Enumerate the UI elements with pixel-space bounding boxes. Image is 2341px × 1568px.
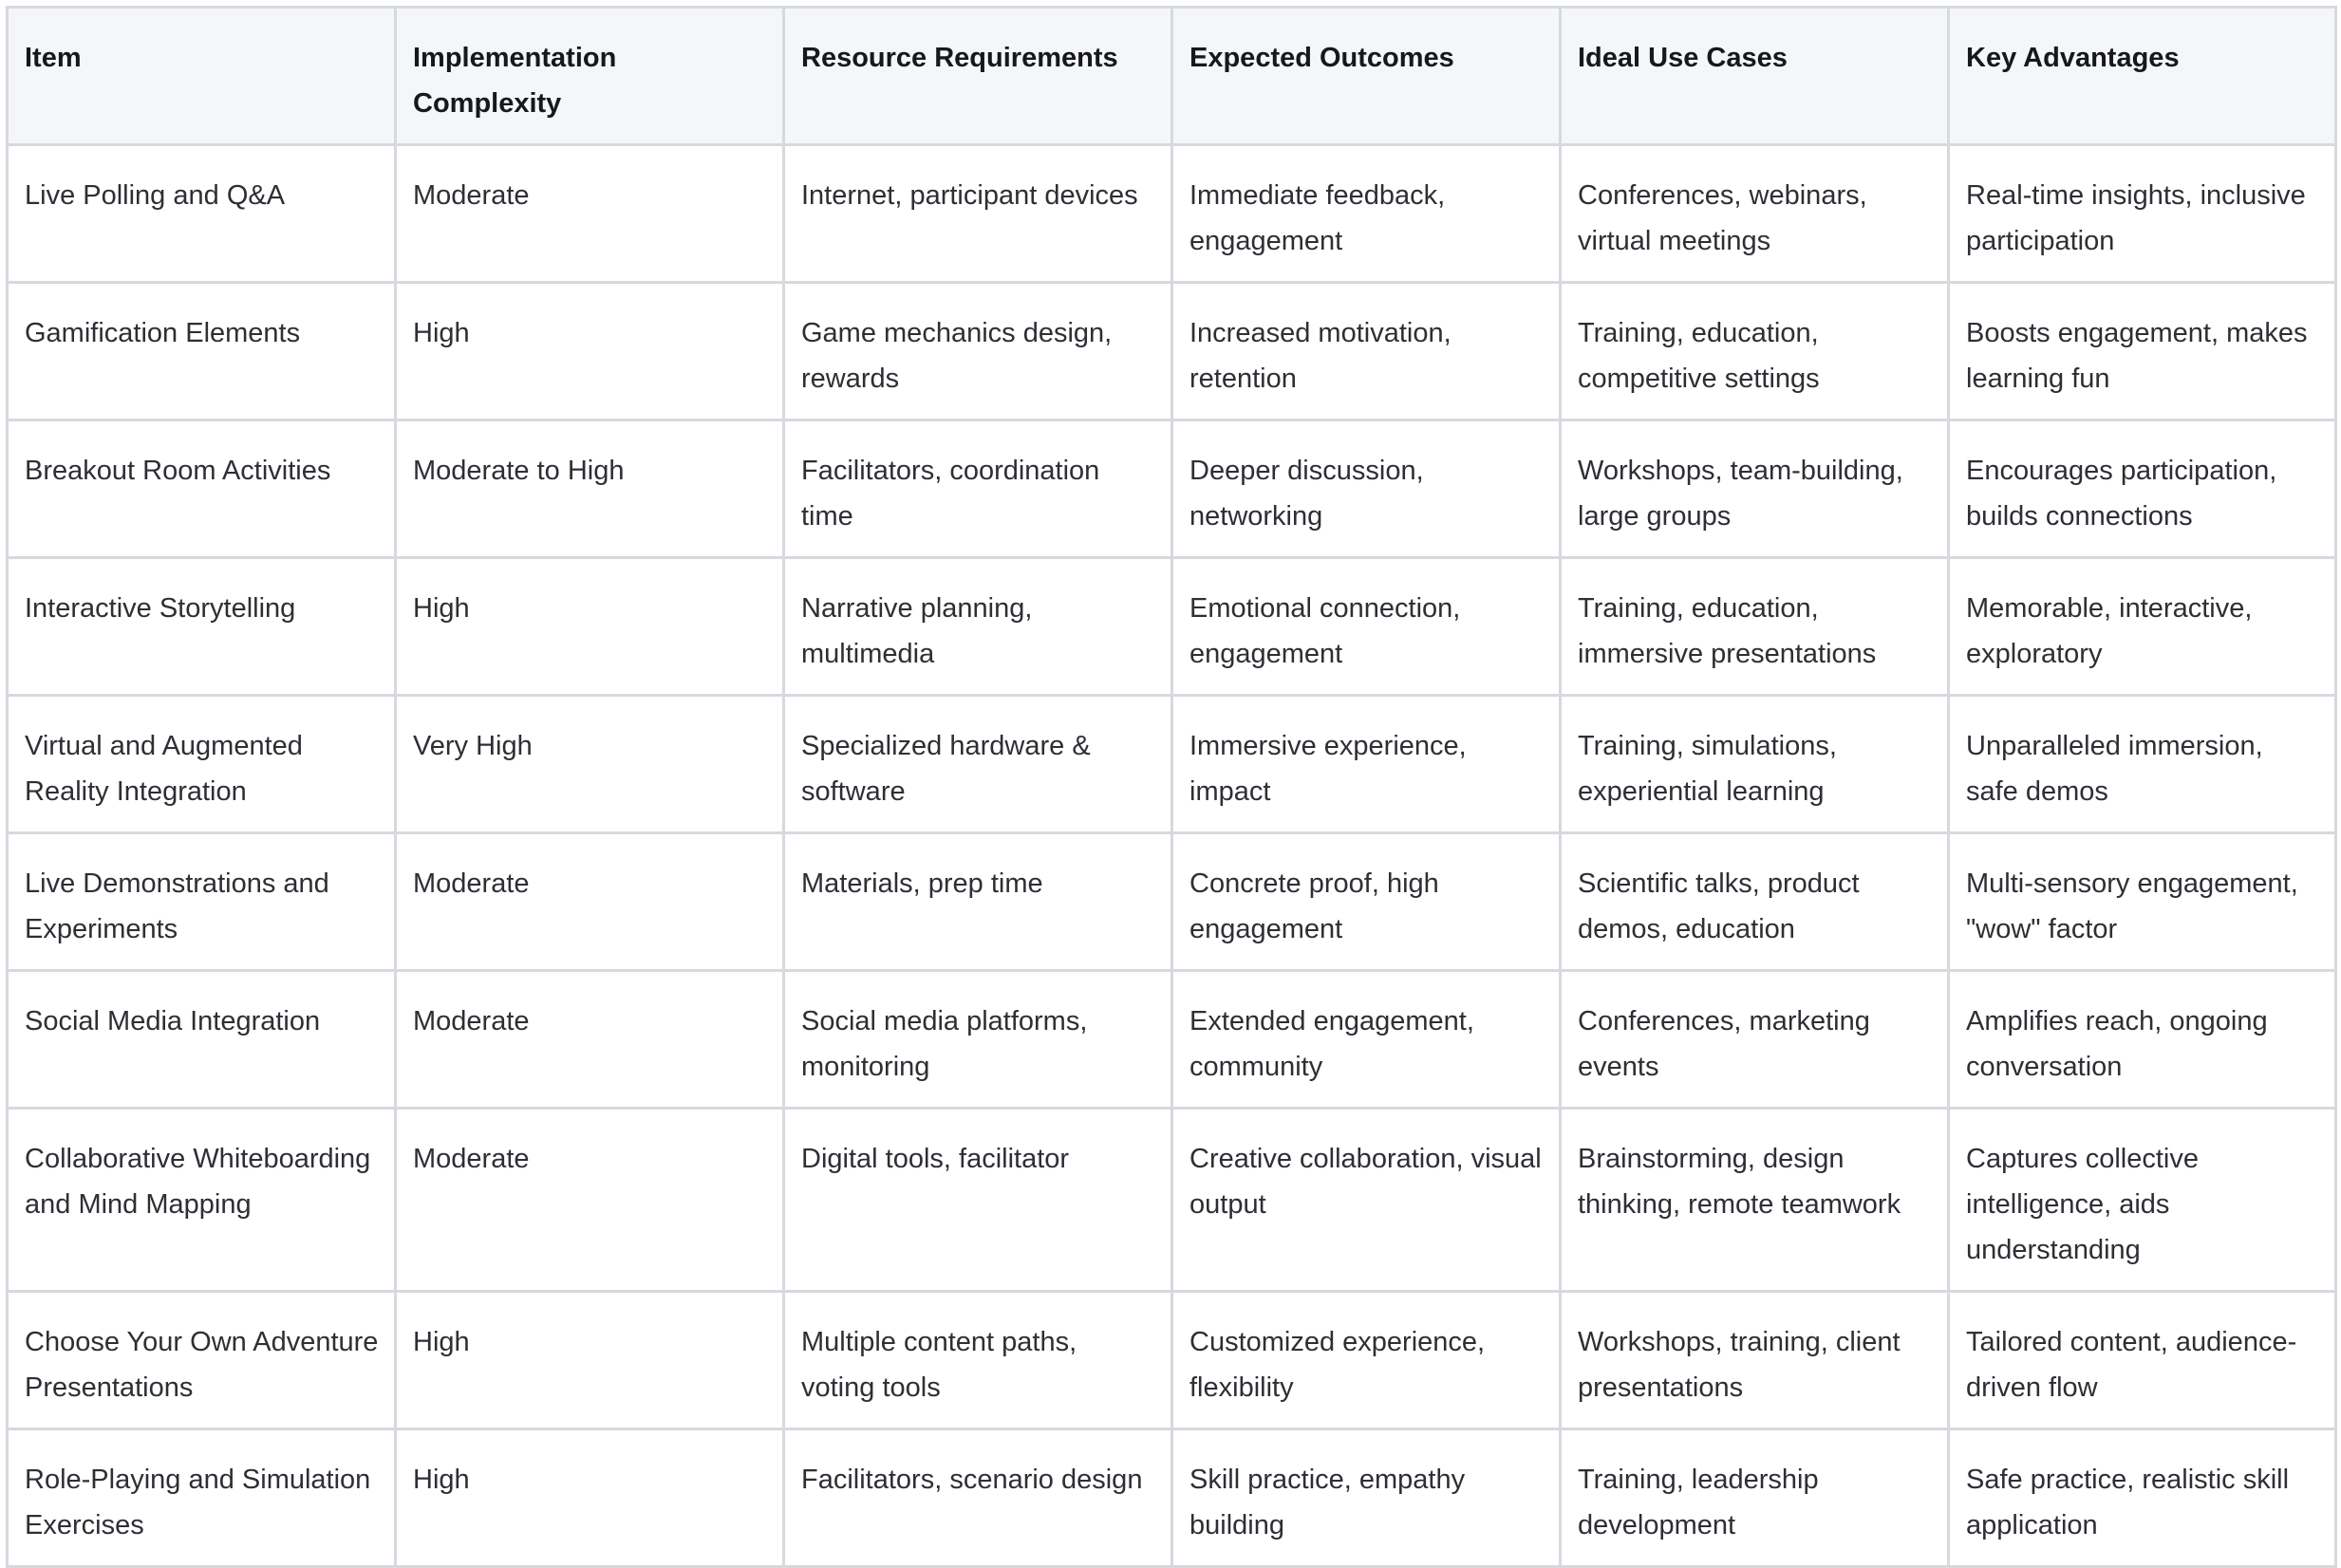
table-cell-advantages: Amplifies reach, ongoing conversation	[1949, 971, 2336, 1109]
table-row	[8, 283, 2336, 420]
table-cell-complexity: High	[396, 1292, 784, 1429]
table-cell-complexity: High	[396, 558, 784, 696]
header-item: Item	[8, 8, 396, 145]
table-cell-use-cases: Training, education, competitive settings	[1561, 283, 1949, 420]
table-cell-use-cases: Workshops, training, client presentations	[1561, 1292, 1949, 1429]
table-cell-item: Choose Your Own Adventure Presentations	[8, 1292, 396, 1429]
table-cell-complexity: High	[396, 283, 784, 420]
table-cell-use-cases: Scientific talks, product demos, education	[1561, 833, 1949, 971]
header-expected-outcomes: Expected Outcomes	[1172, 8, 1561, 145]
table-cell-resources: Game mechanics design, rewards	[784, 283, 1172, 420]
table-cell-complexity: Moderate to High	[396, 420, 784, 558]
table-cell-item: Gamification Elements	[8, 283, 396, 420]
table-cell-outcomes: Increased motivation, retention	[1172, 283, 1561, 420]
table-cell-advantages: Encourages participation, builds connections	[1949, 420, 2336, 558]
header-resource-requirements: Resource Requirements	[784, 8, 1172, 145]
table-cell-resources: Facilitators, scenario design	[784, 1429, 1172, 1567]
table-cell-complexity: Moderate	[396, 833, 784, 971]
table-cell-item: Virtual and Augmented Reality Integration	[8, 696, 396, 833]
table-cell-outcomes: Skill practice, empathy building	[1172, 1429, 1561, 1567]
table-row	[8, 1429, 2336, 1567]
table-cell-item: Breakout Room Activities	[8, 420, 396, 558]
table-cell-advantages: Boosts engagement, makes learning fun	[1949, 283, 2336, 420]
table-cell-resources: Internet, participant devices	[784, 145, 1172, 283]
table-row	[8, 145, 2336, 283]
table-cell-advantages: Captures collective intelligence, aids understanding	[1949, 1109, 2336, 1292]
table-cell-use-cases: Conferences, marketing events	[1561, 971, 1949, 1109]
table-cell-advantages: Memorable, interactive, exploratory	[1949, 558, 2336, 696]
table-row	[8, 1292, 2336, 1429]
table-cell-advantages: Tailored content, audience-driven flow	[1949, 1292, 2336, 1429]
table-cell-resources: Multiple content paths, voting tools	[784, 1292, 1172, 1429]
table-cell-complexity: Moderate	[396, 971, 784, 1109]
table-cell-complexity: High	[396, 1429, 784, 1567]
table-cell-outcomes: Emotional connection, engagement	[1172, 558, 1561, 696]
comparison-table	[6, 6, 2337, 1568]
table-cell-complexity: Moderate	[396, 1109, 784, 1292]
table-row	[8, 833, 2336, 971]
table-cell-use-cases: Brainstorming, design thinking, remote teamwork	[1561, 1109, 1949, 1292]
header-ideal-use-cases: Ideal Use Cases	[1561, 8, 1949, 145]
table-cell-outcomes: Deeper discussion, networking	[1172, 420, 1561, 558]
table-cell-item: Collaborative Whiteboarding and Mind Mapping	[8, 1109, 396, 1292]
header-implementation-complexity: Implementation Complexity	[396, 8, 784, 145]
table-cell-resources: Digital tools, facilitator	[784, 1109, 1172, 1292]
table-cell-complexity: Very High	[396, 696, 784, 833]
table-cell-advantages: Real-time insights, inclusive participation	[1949, 145, 2336, 283]
table-cell-outcomes: Extended engagement, community	[1172, 971, 1561, 1109]
table-header-row	[8, 8, 2336, 145]
table-cell-outcomes: Immersive experience, impact	[1172, 696, 1561, 833]
table-cell-resources: Narrative planning, multimedia	[784, 558, 1172, 696]
table-cell-use-cases: Training, education, immersive presentations	[1561, 558, 1949, 696]
table-cell-use-cases: Training, simulations, experiential learning	[1561, 696, 1949, 833]
table-cell-resources: Specialized hardware & software	[784, 696, 1172, 833]
table-cell-item: Role-Playing and Simulation Exercises	[8, 1429, 396, 1567]
table-cell-use-cases: Workshops, team-building, large groups	[1561, 420, 1949, 558]
table-row	[8, 971, 2336, 1109]
table-cell-item: Interactive Storytelling	[8, 558, 396, 696]
table-cell-item: Live Polling and Q&A	[8, 145, 396, 283]
table-cell-complexity: Moderate	[396, 145, 784, 283]
table-cell-outcomes: Customized experience, flexibility	[1172, 1292, 1561, 1429]
table-cell-use-cases: Training, leadership development	[1561, 1429, 1949, 1567]
table-row	[8, 696, 2336, 833]
table-row	[8, 558, 2336, 696]
table-cell-use-cases: Conferences, webinars, virtual meetings	[1561, 145, 1949, 283]
table-cell-outcomes: Concrete proof, high engagement	[1172, 833, 1561, 971]
table-cell-advantages: Unparalleled immersion, safe demos	[1949, 696, 2336, 833]
table-cell-outcomes: Immediate feedback, engagement	[1172, 145, 1561, 283]
table-cell-resources: Facilitators, coordination time	[784, 420, 1172, 558]
table-cell-advantages: Multi-sensory engagement, "wow" factor	[1949, 833, 2336, 971]
table-cell-item: Social Media Integration	[8, 971, 396, 1109]
table-cell-outcomes: Creative collaboration, visual output	[1172, 1109, 1561, 1292]
header-key-advantages: Key Advantages	[1949, 8, 2336, 145]
table-row	[8, 420, 2336, 558]
table-cell-advantages: Safe practice, realistic skill application	[1949, 1429, 2336, 1567]
table-row	[8, 1109, 2336, 1292]
table-cell-resources: Social media platforms, monitoring	[784, 971, 1172, 1109]
table-cell-item: Live Demonstrations and Experiments	[8, 833, 396, 971]
table-cell-resources: Materials, prep time	[784, 833, 1172, 971]
